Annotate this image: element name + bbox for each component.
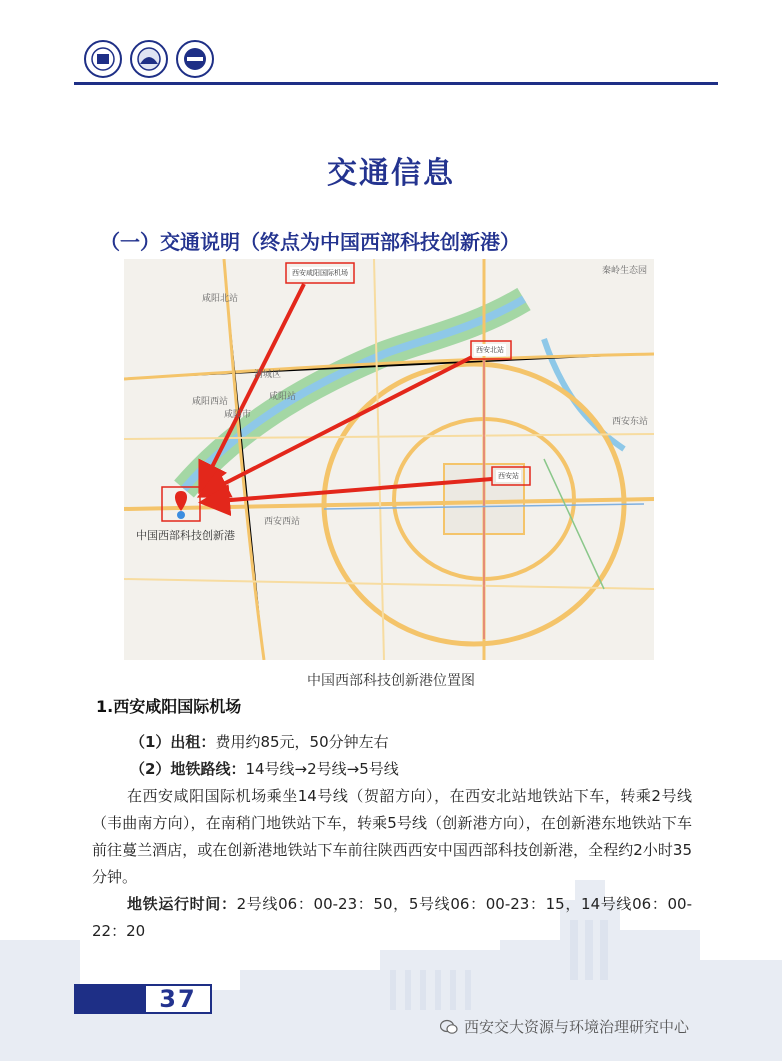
map-place-label: 渭城区 bbox=[254, 370, 282, 380]
map-place-label: 咸阳市 bbox=[224, 410, 252, 420]
hours-text: 2号线06：00-23：50，5号线06：00-23：15，14号线06：00-22：20 bbox=[92, 895, 692, 940]
map-place-label: 咸阳北站 bbox=[202, 294, 239, 304]
metro-label: （2）地铁路线： bbox=[130, 760, 246, 778]
map-place-label: 咸阳西站 bbox=[192, 397, 229, 407]
institute-seal-logo bbox=[130, 40, 168, 78]
map-callout-xian-station: 西安站 bbox=[498, 472, 519, 480]
watermark bbox=[440, 1016, 689, 1037]
route-paragraph: 在西安咸阳国际机场乘坐14号线（贺韶方向），在西安北站地铁站下车，转乘2号线（韦曲南方向），在南稍门地铁站下车，转乘5号线（创新港方向），在创新港东地铁站下车前往蔓兰酒店，或在创新港地铁站下车前往陕西西安中国西部科技创新港，全程约2小时35分钟。 bbox=[92, 787, 692, 886]
map-place-label: 西安西站 bbox=[264, 517, 301, 527]
map-place-label: 咸阳站 bbox=[269, 392, 297, 402]
map-caption: 中国西部科技创新港位置图 bbox=[307, 673, 475, 689]
page-title: 交通信息 bbox=[327, 156, 455, 191]
airport-heading: 1.西安咸阳国际机场 bbox=[96, 697, 242, 716]
location-map bbox=[124, 259, 654, 660]
university-seal-logo bbox=[84, 40, 122, 78]
center-seal-logo bbox=[176, 40, 214, 78]
hours-paragraph bbox=[92, 891, 692, 945]
metro-text: 14号线→2号线→5号线 bbox=[245, 760, 399, 778]
wechat-icon bbox=[440, 1019, 458, 1035]
map-destination-label: 中国西部科技创新港 bbox=[136, 529, 235, 542]
map-callout-airport: 西安咸阳国际机场 bbox=[292, 269, 348, 277]
map-place-label: 秦岭生态园 bbox=[602, 266, 648, 276]
taxi-label: （1）出租： bbox=[130, 733, 216, 751]
header-rule bbox=[74, 82, 718, 85]
hours-label: 地铁运行时间： bbox=[127, 895, 237, 913]
header-logos bbox=[84, 40, 214, 80]
map-graphic bbox=[124, 259, 654, 660]
taxi-line bbox=[130, 731, 389, 752]
map-callout-north-station: 西安北站 bbox=[476, 346, 504, 354]
map-place-label: 西安东站 bbox=[612, 417, 649, 427]
watermark-text: 西安交大资源与环境治理研究中心 bbox=[464, 1018, 690, 1036]
page-number: 37 bbox=[144, 984, 212, 1014]
metro-line bbox=[130, 758, 399, 779]
page-number-bar bbox=[74, 984, 144, 1014]
taxi-text: 费用约85元，50分钟左右 bbox=[215, 733, 389, 751]
section-heading: （一）交通说明（终点为中国西部科技创新港） bbox=[100, 230, 520, 254]
